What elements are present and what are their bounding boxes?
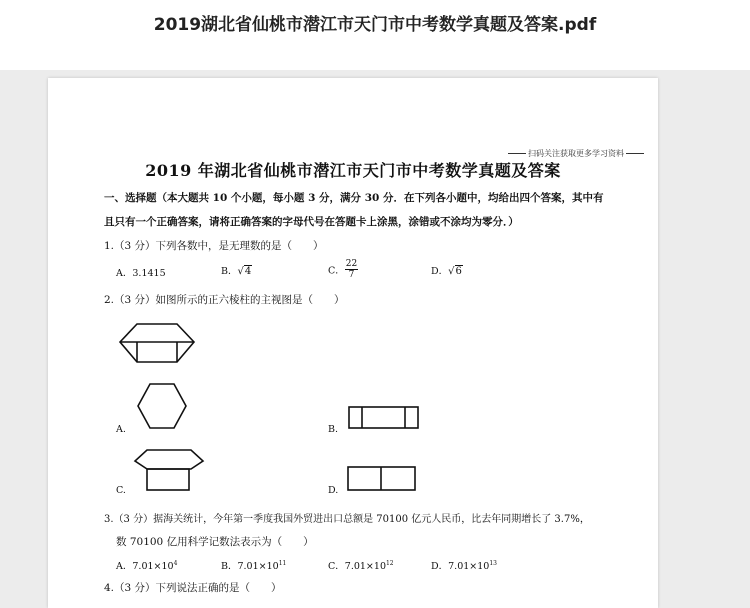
- q2-option-b-rectangles: [348, 406, 420, 430]
- q1-c-fraction: [345, 259, 358, 280]
- q3-c-label: C．: [328, 561, 345, 572]
- instructions-line-2: 且只有一个正确答案，请将正确答案的字母代号在答题卡上涂黑，涂错或不涂均为零分．）: [104, 216, 519, 228]
- bottom-rect: [147, 469, 189, 490]
- q1-b-radicand: 4: [244, 266, 252, 277]
- watermark-text: 扫码关注获取更多学习资料: [528, 149, 624, 158]
- section-heading: 一、选择题: [104, 192, 157, 204]
- section-instructions: [104, 190, 603, 205]
- q2-option-c-shape: [133, 449, 205, 493]
- q3-option-d: [431, 558, 497, 572]
- q3-d-label: D．: [431, 561, 449, 572]
- q3-a-exponent: 4: [173, 559, 178, 567]
- q2-d-label: D.: [328, 485, 339, 496]
- paper-title: 2019 年湖北省仙桃市潜江市天门市中考数学真题及答案: [145, 161, 561, 180]
- q3-b-base: 7.01×10: [237, 561, 279, 572]
- q2-b-label: B.: [328, 424, 339, 435]
- q2-stem: 2.（3 分）如图所示的正六棱柱的主视图是（ ）: [104, 294, 345, 306]
- sqrt-symbol: √4: [237, 266, 252, 277]
- q3-b-exponent: 11: [278, 559, 287, 567]
- q3-c-base: 7.01×10: [344, 561, 386, 572]
- q3-stem-line-2: 数 70100 亿用科学记数法表示为（ ）: [116, 536, 314, 548]
- hexagonal-prism-figure: [118, 322, 198, 368]
- q1-a-value: 3.1415: [132, 268, 166, 279]
- prism-outline: [120, 324, 194, 362]
- q3-a-base: 7.01×10: [132, 561, 174, 572]
- q1-c-numerator: 22: [345, 259, 358, 269]
- q2-option-d-rectangles: [347, 466, 417, 492]
- q3-a-label: A．: [116, 561, 133, 572]
- q4-stem: 4.（3 分）下列说法正确的是（ ）: [104, 582, 282, 594]
- q1-option-a: [116, 265, 166, 279]
- q2-option-a-hexagon: [136, 382, 188, 432]
- q1-c-denominator: 7: [348, 270, 355, 280]
- q1-d-label: D．: [431, 266, 449, 277]
- instructions-line-1: （本大题共 10 个小题，每小题 3 分，满分 30 分．在下列各小题中，均给出四个答案，其中有: [156, 192, 604, 204]
- front-rect: [349, 407, 418, 428]
- q1-stem: 1.（3 分）下列各数中，是无理数的是（ ）: [104, 240, 324, 252]
- q3-d-exponent: 13: [489, 559, 497, 567]
- top-trapezoid: [135, 450, 203, 469]
- q1-d-radicand: 6: [455, 266, 462, 277]
- q1-b-label: B．: [221, 266, 238, 277]
- q1-option-c: [328, 259, 358, 280]
- sqrt-symbol: √6: [448, 266, 462, 277]
- q3-b-label: B．: [221, 561, 238, 572]
- q1-option-b: [221, 263, 252, 277]
- q2-a-label: A.: [116, 424, 126, 435]
- document-title: 2019湖北省仙桃市潜江市天门市中考数学真题及答案.pdf: [153, 15, 597, 35]
- viewer-toolbar: [0, 0, 750, 70]
- q3-option-c: [328, 558, 394, 572]
- q2-c-label: C.: [116, 485, 126, 496]
- q3-stem-line-1: 3.（3 分）据海关统计，今年第一季度我国外贸进出口总额是 70100 亿元人民币，比去年同期增长了 3.7%，: [104, 514, 590, 525]
- q1-a-label: A．: [116, 268, 133, 279]
- q3-option-a: [116, 558, 177, 572]
- q3-option-b: [221, 558, 286, 572]
- hexagon-shape: [138, 384, 186, 428]
- q3-c-exponent: 12: [385, 559, 394, 567]
- q3-d-base: 7.01×10: [448, 561, 490, 572]
- q1-c-label: C．: [328, 265, 345, 277]
- q1-option-d: [431, 263, 463, 277]
